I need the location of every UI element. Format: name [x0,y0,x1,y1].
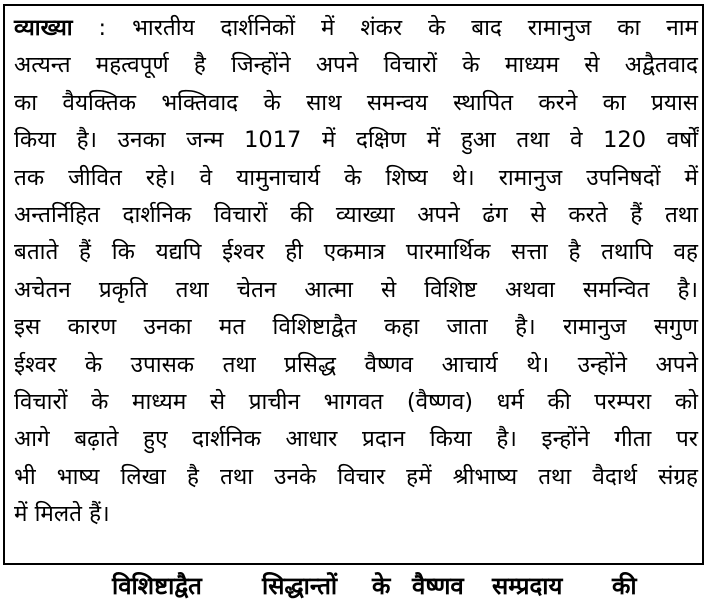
cut-off-next-line [0,565,713,600]
passage-heading: व्याख्या [14,15,73,41]
heading-separator: : [72,15,133,41]
passage-text [14,10,698,533]
passage-line-6: अन्तर्निहित दार्शनिक विचारों की व्याख्या अपने ढंग से करते हैं तथा [14,201,698,228]
cut-off-fragment-6: की [612,572,637,600]
passage-line-14: में मिलते हैं। [14,501,110,528]
passage-line-3: का वैयक्तिक भक्तिवाद के साथ समन्वय स्थापित करने का प्रयास [14,89,698,116]
cut-off-fragment-1: विशिष्टाद्वैत [112,572,202,600]
passage-line-13: भी भाष्य लिखा है तथा उनके विचार हमें श्रीभाष्य तथा वैदार्थ संग्रह [14,463,698,490]
cut-off-fragment-4: वैष्णव [412,572,464,600]
passage-line-7: बताते हैं कि यद्यपि ईश्वर ही एकमात्र पारमार्थिक सत्ता है तथापि वह [14,239,698,266]
passage-line-10: ईश्वर के उपासक तथा प्रसिद्ध वैष्णव आचार्य थे। उन्होंने अपने [14,351,698,378]
passage-line-9: इस कारण उनका मत विशिष्टाद्वैत कहा जाता है। रामानुज सगुण [14,314,698,341]
cut-off-fragment-5: सम्प्रदाय [492,572,563,600]
passage-line-4: किया है। उनका जन्म 1017 में दक्षिण में हुआ तथा वे 120 वर्षों [14,127,698,154]
passage-line-5: तक जीवित रहे। वे यामुनाचार्य के शिष्य थे। रामानुज उपनिषदों में [14,164,698,191]
passage-line-2: अत्यन्त महत्वपूर्ण है जिन्होंने अपने विचारों के माध्यम से अद्वैतवाद [14,52,698,79]
passage-line-11: विचारों के माध्यम से प्राचीन भागवत (वैष्णव) धर्म की परम्परा को [14,388,698,415]
cut-off-fragment-2: सिद्धान्तों [262,572,338,600]
passage-line-12: आगे बढ़ाते हुए दार्शनिक आधार प्रदान किया है। इन्होंने गीता पर [14,426,698,453]
passage-line-1-text: भारतीय दार्शनिकों में शंकर के बाद रामानुज का नाम [132,15,699,41]
passage-line-1 [14,10,698,47]
cut-off-fragment-3: के [372,572,391,600]
passage-box [3,4,704,565]
passage-line-8: अचेतन प्रकृति तथा चेतन आत्मा से विशिष्ट अथवा समन्वित है। [14,276,698,303]
